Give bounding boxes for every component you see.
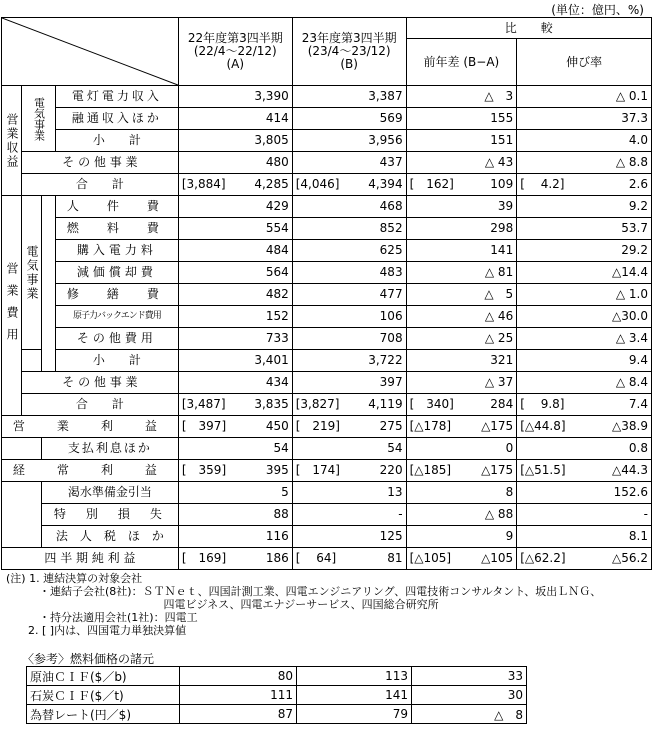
row-label: 合 計 (21, 174, 178, 196)
value-b: 4,119 (350, 394, 406, 416)
value-a: 450 (236, 416, 292, 438)
ref-label: 石炭ＣＩＦ($／t) (27, 686, 180, 705)
row-label: その他費用 (55, 328, 178, 350)
reference-table (26, 666, 527, 724)
value-rate: △ 1.0 (517, 284, 652, 306)
value-rate: 29.2 (517, 240, 652, 262)
group-electric-expense: 電気事業 (21, 196, 41, 350)
value-diff: 155 (406, 108, 517, 130)
group-revenue: 営業収益 (2, 86, 22, 196)
ref-label: 為替レート(円／$) (27, 705, 180, 724)
row-label: 融通収入ほか (55, 108, 178, 130)
row-label: 小 計 (55, 130, 178, 152)
ref-value-diff: 30 (412, 686, 527, 705)
value-rate: 8.1 (517, 526, 652, 548)
value-rate: △38.9 (569, 416, 652, 438)
value-rate-bracket: [ 4.2] (517, 174, 569, 196)
value-b: 708 (292, 328, 406, 350)
value-a: 3,390 (178, 86, 292, 108)
value-a-bracket: [ 397] (178, 416, 236, 438)
value-b: 3,387 (292, 86, 406, 108)
value-b-bracket: [ 64] (292, 548, 350, 570)
value-b: 106 (292, 306, 406, 328)
value-diff: △ 5 (406, 284, 517, 306)
value-diff: 0 (406, 438, 517, 460)
indent-spacer (21, 350, 41, 372)
value-b: 4,394 (350, 174, 406, 196)
value-a: 733 (178, 328, 292, 350)
group-electric-revenue: 電気事業 (21, 86, 55, 152)
value-b-bracket: [ 174] (292, 460, 350, 482)
value-b: 54 (292, 438, 406, 460)
value-diff: △175 (457, 416, 517, 438)
value-a: 5 (178, 482, 292, 504)
value-diff: 141 (406, 240, 517, 262)
value-diff-bracket: [△178] (406, 416, 457, 438)
value-a: 152 (178, 306, 292, 328)
row-label: 小 計 (55, 350, 178, 372)
ref-value-diff: 33 (412, 667, 527, 686)
value-rate-bracket: [△44.8] (517, 416, 569, 438)
note-line: (注) 1. 連結決算の対象会社 (6, 572, 143, 585)
row-label: 経 常 利 益 (2, 460, 179, 482)
value-a-bracket: [ 359] (178, 460, 236, 482)
value-diff: 109 (457, 174, 517, 196)
row-label: 合 計 (21, 394, 178, 416)
value-diff: △ 43 (406, 152, 517, 174)
value-b-bracket: [4,046] (292, 174, 350, 196)
value-a-bracket: [ 169] (178, 548, 236, 570)
header-col-b-line3: (B) (340, 57, 358, 71)
value-a: 484 (178, 240, 292, 262)
value-rate: 53.7 (517, 218, 652, 240)
value-b-bracket: [ 219] (292, 416, 350, 438)
value-diff: △ 25 (406, 328, 517, 350)
value-rate: △ 8.8 (517, 152, 652, 174)
note-line: ・連結子会社(8社)：ＳＴＮｅｔ、四国計測工業、四電エンジニアリング、四電技術コンサルタント、坂出ＬＮＧ、 (6, 585, 602, 598)
value-a: 395 (236, 460, 292, 482)
value-a: 3,835 (236, 394, 292, 416)
note-line: ・持分法適用会社(1社)：四電工 (6, 611, 198, 624)
value-diff-bracket: [ 340] (406, 394, 457, 416)
ref-value-a: 111 (180, 686, 297, 705)
header-compare: 比 較 (406, 18, 651, 39)
value-a: 414 (178, 108, 292, 130)
value-diff: 8 (406, 482, 517, 504)
ref-value-b: 79 (297, 705, 412, 724)
unit-label: (単位：億円、%) (551, 3, 644, 17)
value-rate: △44.3 (569, 460, 652, 482)
value-rate: 7.4 (569, 394, 652, 416)
row-label: 四 半 期 純 利 益 (2, 548, 179, 570)
value-b: 569 (292, 108, 406, 130)
row-label: 原子力バックエンド費用 (55, 306, 178, 328)
header-col-b-line1: 23年度第3四半期 (301, 31, 397, 45)
value-rate: △ 8.4 (517, 372, 652, 394)
value-rate: 4.0 (517, 130, 652, 152)
value-a: 116 (178, 526, 292, 548)
row-label: 法 人 税 ほ か (41, 526, 178, 548)
value-b: 468 (292, 196, 406, 218)
ref-label: 原油ＣＩＦ($／b) (27, 667, 180, 686)
value-rate: 9.2 (517, 196, 652, 218)
value-a: 88 (178, 504, 292, 526)
ref-value-diff: △ 8 (412, 705, 527, 724)
header-col-a-line1: 22年度第3四半期 (187, 31, 283, 45)
value-rate-bracket: [△62.2] (517, 548, 569, 570)
note-line: 2. [ ]内は、四国電力単独決算値 (6, 624, 187, 637)
value-rate: 37.3 (517, 108, 652, 130)
value-rate: △ 0.1 (517, 86, 652, 108)
value-diff: 151 (406, 130, 517, 152)
value-rate: △ 3.4 (517, 328, 652, 350)
value-rate: △30.0 (517, 306, 652, 328)
row-label: 渇水準備金引当 (41, 482, 178, 504)
value-a: 186 (236, 548, 292, 570)
value-b: 275 (350, 416, 406, 438)
value-rate-bracket: [△51.5] (517, 460, 569, 482)
notes (6, 572, 601, 637)
value-diff: 39 (406, 196, 517, 218)
value-b: 397 (292, 372, 406, 394)
value-b: - (292, 504, 406, 526)
value-diff-bracket: [ 162] (406, 174, 457, 196)
value-a: 3,401 (178, 350, 292, 372)
value-a: 482 (178, 284, 292, 306)
row-label: 支払利息ほか (41, 438, 178, 460)
indent-spacer (41, 196, 55, 372)
row-label: 修 繕 費 (55, 284, 178, 306)
row-label: 燃 料 費 (55, 218, 178, 240)
financial-table (1, 17, 652, 570)
value-b: 81 (350, 548, 406, 570)
value-diff-bracket: [△185] (406, 460, 457, 482)
ref-value-a: 87 (180, 705, 297, 724)
reference-title: 〈参考〉燃料価格の諸元 (22, 652, 155, 666)
value-rate: 152.6 (517, 482, 652, 504)
header-col-b (292, 18, 406, 86)
value-rate: 0.8 (517, 438, 652, 460)
value-diff: 284 (457, 394, 517, 416)
value-diff: △ 37 (406, 372, 517, 394)
value-a: 434 (178, 372, 292, 394)
value-b: 625 (292, 240, 406, 262)
row-label: 電灯電力収入 (55, 86, 178, 108)
value-diff: 9 (406, 526, 517, 548)
value-diff: 298 (406, 218, 517, 240)
value-a: 480 (178, 152, 292, 174)
indent-spacer (2, 438, 42, 460)
row-label: 減価償却費 (55, 262, 178, 284)
value-a: 3,805 (178, 130, 292, 152)
value-b: 13 (292, 482, 406, 504)
row-label: 人 件 費 (55, 196, 178, 218)
value-rate: 2.6 (569, 174, 652, 196)
row-label: 購入電力料 (55, 240, 178, 262)
value-rate: △14.4 (517, 262, 652, 284)
value-rate: 9.4 (517, 350, 652, 372)
header-col-b-line2: (23/4～23/12) (307, 44, 391, 58)
indent-spacer (2, 482, 42, 548)
ref-value-b: 141 (297, 686, 412, 705)
header-col-a-line3: (A) (226, 57, 245, 71)
row-label: そ の 他 事 業 (21, 372, 178, 394)
diagonal-line (2, 18, 178, 85)
header-col-a (178, 18, 292, 86)
value-diff: △ 81 (406, 262, 517, 284)
value-a: 564 (178, 262, 292, 284)
value-b-bracket: [3,827] (292, 394, 350, 416)
value-diff: △ 3 (406, 86, 517, 108)
value-a: 429 (178, 196, 292, 218)
row-label: 特 別 損 失 (41, 504, 178, 526)
row-label: そ の 他 事 業 (21, 152, 178, 174)
header-diagonal-cell (2, 18, 179, 86)
ref-value-a: 80 (180, 667, 297, 686)
value-diff: △ 88 (406, 504, 517, 526)
value-diff: △ 46 (406, 306, 517, 328)
value-diff-bracket: [△105] (406, 548, 457, 570)
value-b: 477 (292, 284, 406, 306)
row-label: 営 業 利 益 (2, 416, 179, 438)
value-b: 483 (292, 262, 406, 284)
header-col-a-line2: (22/4～22/12) (193, 44, 277, 58)
value-diff: △105 (457, 548, 517, 570)
value-b: 3,956 (292, 130, 406, 152)
value-b: 437 (292, 152, 406, 174)
value-a: 54 (178, 438, 292, 460)
note-line: 四電ビジネス、四電エナジーサービス、四国総合研究所 (6, 598, 439, 611)
header-rate: 伸び率 (517, 39, 652, 86)
header-diff: 前年差 (B−A) (406, 39, 517, 86)
value-diff: 321 (406, 350, 517, 372)
value-diff: △175 (457, 460, 517, 482)
value-rate-bracket: [ 9.8] (517, 394, 569, 416)
group-expense: 営業費用 (2, 196, 22, 416)
value-a: 554 (178, 218, 292, 240)
value-a: 4,285 (236, 174, 292, 196)
value-rate: - (517, 504, 652, 526)
value-b: 3,722 (292, 350, 406, 372)
value-a-bracket: [3,884] (178, 174, 236, 196)
value-b: 852 (292, 218, 406, 240)
value-b: 220 (350, 460, 406, 482)
ref-value-b: 113 (297, 667, 412, 686)
value-a-bracket: [3,487] (178, 394, 236, 416)
value-b: 125 (292, 526, 406, 548)
value-rate: △56.2 (569, 548, 652, 570)
